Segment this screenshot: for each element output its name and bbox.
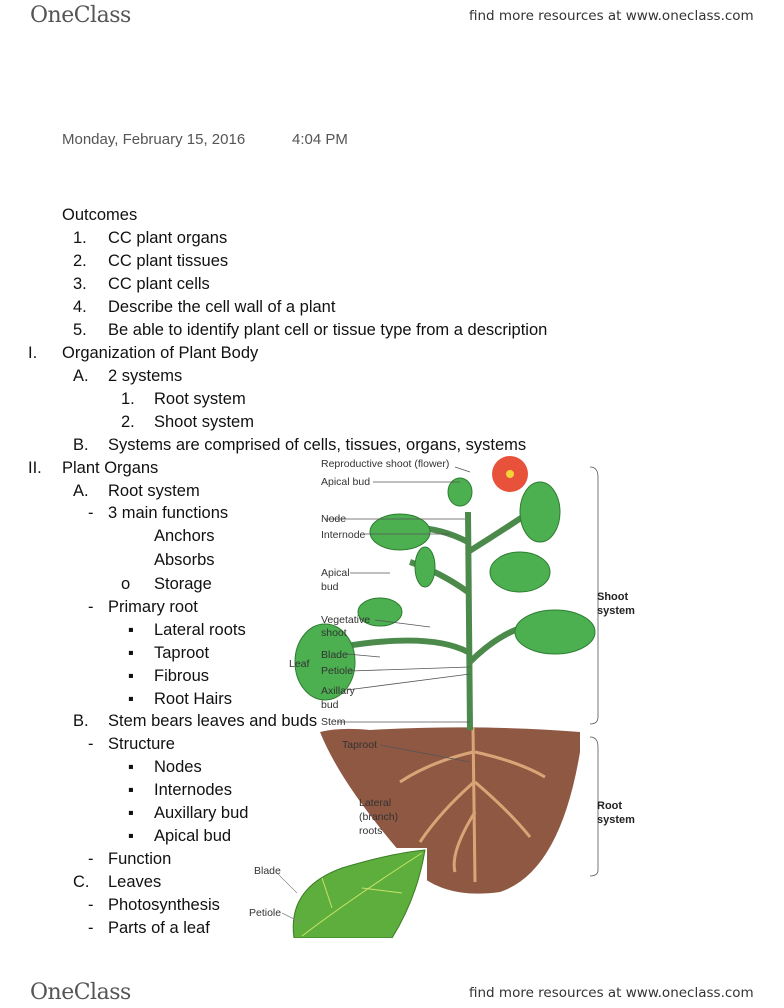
outline-marker: - <box>88 919 94 937</box>
note-time: 4:04 PM <box>292 131 348 148</box>
label-shoot: shoot <box>321 627 347 639</box>
leaf-label-blade: Blade <box>254 865 281 877</box>
outline-item: Structure <box>108 735 175 753</box>
label-branch: (branch) <box>359 811 399 823</box>
outline-marker: A. <box>73 482 89 500</box>
outline-item: Function <box>108 850 172 868</box>
outline-marker: A. <box>73 367 89 385</box>
leaf-image <box>232 848 427 938</box>
outline-item: Taproot <box>154 644 210 662</box>
outline-marker: C. <box>73 873 90 891</box>
label-bud: bud <box>321 581 339 593</box>
outline-item: Apical bud <box>154 827 232 845</box>
outline-marker: II. <box>28 459 42 477</box>
label-internode: Internode <box>321 529 366 541</box>
outline-marker: - <box>88 850 94 868</box>
outline-marker: 4. <box>73 298 87 316</box>
label-petiole: Petiole <box>321 665 354 677</box>
outline-item: 2 systems <box>108 367 183 385</box>
outline-item: Parts of a leaf <box>108 919 210 937</box>
outline-item: Fibrous <box>154 667 210 685</box>
label-shoot-system-2: system <box>597 605 635 617</box>
label-axillary: Axillary <box>321 685 355 697</box>
flower-icon <box>492 456 528 492</box>
outline-marker: 3. <box>73 275 87 293</box>
outline-marker: ▪ <box>128 621 134 639</box>
outline-item: Leaves <box>108 873 162 891</box>
outline-item: Plant Organs <box>62 459 159 477</box>
outline-item: Absorbs <box>154 551 215 569</box>
label-vegetative: Vegetative <box>321 614 371 626</box>
label-taproot: Taproot <box>342 739 378 751</box>
outline-item: Systems are comprised of cells, tissues, organs, systems <box>108 436 527 454</box>
footer-resources-link[interactable]: find more resources at www.oneclass.com <box>469 985 754 1001</box>
outline-marker: ▪ <box>128 827 134 845</box>
outline-marker: 2. <box>73 252 87 270</box>
label-shoot-system: Shoot <box>597 591 629 603</box>
outline-item: CC plant organs <box>108 229 228 247</box>
resources-link[interactable]: find more resources at www.oneclass.com <box>469 8 754 24</box>
outline-marker: - <box>88 504 94 522</box>
label-roots: roots <box>359 825 383 837</box>
outline-item: Describe the cell wall of a plant <box>108 298 336 316</box>
outline-item: CC plant cells <box>108 275 210 293</box>
label-lateral: Lateral <box>359 797 392 809</box>
label-apical-bud-top: Apical bud <box>321 476 371 488</box>
outline-item: Stem bears leaves and buds <box>108 712 318 730</box>
outline-marker: ▪ <box>128 758 134 776</box>
note-date: Monday, February 15, 2016 <box>62 131 246 148</box>
label-stem: Stem <box>321 716 346 728</box>
label-reproductive-shoot: Reproductive shoot (flower) <box>321 458 450 470</box>
outline-marker: ▪ <box>128 804 134 822</box>
outline-marker: ▪ <box>128 781 134 799</box>
label-axillary-bud: bud <box>321 699 339 711</box>
outline-marker: ▪ <box>128 690 134 708</box>
label-apical: Apical <box>321 567 350 579</box>
outline-marker: I. <box>28 344 38 362</box>
leaf-label-petiole: Petiole <box>249 907 282 919</box>
outline-item: Outcomes <box>62 206 138 224</box>
outline-item: Anchors <box>154 527 215 545</box>
oneclass-logo[interactable]: OneClass <box>30 3 131 28</box>
outline-marker: 1. <box>121 390 135 408</box>
outline-item: Organization of Plant Body <box>62 344 259 362</box>
outline-item: Storage <box>154 575 212 593</box>
label-node: Node <box>321 513 347 525</box>
outline-item: Root system <box>108 482 200 500</box>
outline-item: Be able to identify plant cell or tissue type from a description <box>108 321 548 339</box>
outline-item: Shoot system <box>154 413 254 431</box>
outline-marker: 5. <box>73 321 87 339</box>
outline-item: Primary root <box>108 598 198 616</box>
outline-marker: 1. <box>73 229 87 247</box>
outline-item: CC plant tissues <box>108 252 229 270</box>
outline-marker: 2. <box>121 413 135 431</box>
label-blade: Blade <box>321 649 348 661</box>
outline-marker: B. <box>73 436 89 454</box>
outline-marker: ▪ <box>128 644 134 662</box>
outline-marker: - <box>88 896 94 914</box>
label-root-system-2: system <box>597 814 635 826</box>
outline-item: Nodes <box>154 758 202 776</box>
footer-oneclass-logo[interactable]: OneClass <box>30 980 131 1005</box>
outline-item: Internodes <box>154 781 232 799</box>
outline-item: Root Hairs <box>154 690 232 708</box>
label-leaf: Leaf <box>289 658 310 670</box>
outline-marker: - <box>88 735 94 753</box>
outline-marker: o <box>121 575 131 593</box>
label-root-system: Root <box>597 800 623 812</box>
outline-marker: - <box>88 598 94 616</box>
outline-item: Photosynthesis <box>108 896 220 914</box>
outline-item: Root system <box>154 390 246 408</box>
outline-item: Auxillary bud <box>154 804 249 822</box>
outline-item: Lateral roots <box>154 621 246 639</box>
outline-marker: B. <box>73 712 89 730</box>
outline-item: 3 main functions <box>108 504 229 522</box>
outline-marker: ▪ <box>128 667 134 685</box>
